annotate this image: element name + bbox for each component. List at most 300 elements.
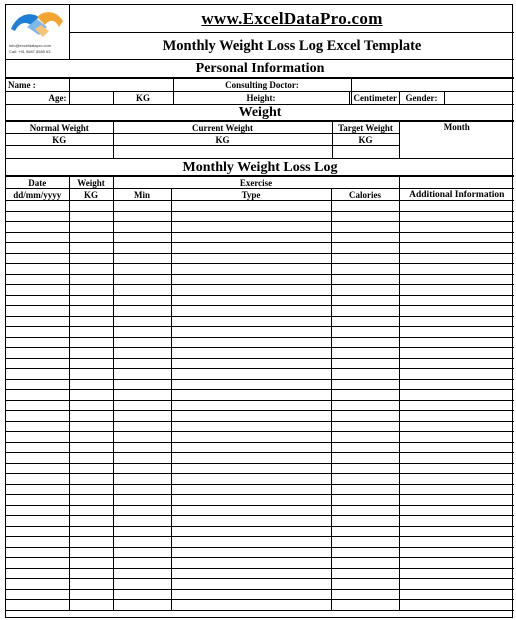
log-row bbox=[6, 222, 514, 233]
info-cell[interactable] bbox=[399, 243, 514, 254]
type-cell[interactable] bbox=[171, 442, 331, 453]
calories-cell[interactable] bbox=[331, 400, 399, 411]
log-row bbox=[6, 327, 514, 338]
min-cell[interactable] bbox=[113, 264, 171, 275]
info-cell[interactable] bbox=[399, 264, 514, 275]
weight-cell[interactable] bbox=[69, 390, 113, 401]
calories-cell[interactable] bbox=[331, 505, 399, 516]
log-heading: Monthly Weight Loss Log bbox=[6, 158, 514, 176]
weight-cell[interactable] bbox=[69, 264, 113, 275]
type-cell[interactable] bbox=[171, 274, 331, 285]
type-cell[interactable] bbox=[171, 295, 331, 306]
info-cell[interactable] bbox=[399, 558, 514, 569]
log-row bbox=[6, 558, 514, 569]
min-cell[interactable] bbox=[113, 474, 171, 485]
date-cell[interactable] bbox=[6, 201, 69, 212]
date-cell[interactable] bbox=[6, 537, 69, 548]
min-label: Min bbox=[113, 189, 171, 201]
date-cell[interactable] bbox=[6, 600, 69, 611]
log-row bbox=[6, 411, 514, 422]
min-cell[interactable] bbox=[113, 442, 171, 453]
date-cell[interactable] bbox=[6, 285, 69, 296]
info-cell[interactable] bbox=[399, 222, 514, 233]
weight-cell[interactable] bbox=[69, 316, 113, 327]
type-cell[interactable] bbox=[171, 211, 331, 222]
info-cell[interactable] bbox=[399, 306, 514, 317]
current-weight-unit: KG bbox=[113, 134, 332, 146]
min-cell[interactable] bbox=[113, 463, 171, 474]
personal-info-table bbox=[6, 78, 514, 105]
date-cell[interactable] bbox=[6, 358, 69, 369]
min-cell[interactable] bbox=[113, 568, 171, 579]
type-cell[interactable] bbox=[171, 379, 331, 390]
calories-cell[interactable] bbox=[331, 453, 399, 464]
min-cell[interactable] bbox=[113, 253, 171, 264]
type-cell[interactable] bbox=[171, 390, 331, 401]
min-cell[interactable] bbox=[113, 505, 171, 516]
calories-cell[interactable] bbox=[331, 390, 399, 401]
weight-cell[interactable] bbox=[69, 369, 113, 380]
min-cell[interactable] bbox=[113, 379, 171, 390]
min-cell[interactable] bbox=[113, 337, 171, 348]
date-cell[interactable] bbox=[6, 222, 69, 233]
calories-cell[interactable] bbox=[331, 547, 399, 558]
log-row bbox=[6, 547, 514, 558]
type-cell[interactable] bbox=[171, 369, 331, 380]
min-cell[interactable] bbox=[113, 453, 171, 464]
log-row bbox=[6, 526, 514, 537]
type-cell[interactable] bbox=[171, 558, 331, 569]
calories-cell[interactable] bbox=[331, 243, 399, 254]
type-cell[interactable] bbox=[171, 358, 331, 369]
name-label: Name : bbox=[6, 79, 69, 92]
type-cell[interactable] bbox=[171, 327, 331, 338]
info-cell[interactable] bbox=[399, 379, 514, 390]
height-label: Height: bbox=[173, 92, 349, 105]
info-cell[interactable] bbox=[399, 453, 514, 464]
type-cell[interactable] bbox=[171, 547, 331, 558]
weight-cell[interactable] bbox=[69, 568, 113, 579]
min-cell[interactable] bbox=[113, 358, 171, 369]
type-cell[interactable] bbox=[171, 411, 331, 422]
log-row bbox=[6, 600, 514, 611]
calories-cell[interactable] bbox=[331, 495, 399, 506]
info-cell[interactable] bbox=[399, 295, 514, 306]
type-cell[interactable] bbox=[171, 484, 331, 495]
weight-cell[interactable] bbox=[69, 453, 113, 464]
weight-cell[interactable] bbox=[69, 306, 113, 317]
date-cell[interactable] bbox=[6, 390, 69, 401]
min-cell[interactable] bbox=[113, 390, 171, 401]
weight-cell[interactable] bbox=[69, 274, 113, 285]
date-cell[interactable] bbox=[6, 348, 69, 359]
type-cell[interactable] bbox=[171, 348, 331, 359]
calories-cell[interactable] bbox=[331, 201, 399, 212]
info-cell[interactable] bbox=[399, 600, 514, 611]
min-cell[interactable] bbox=[113, 421, 171, 432]
normal-weight-input[interactable] bbox=[6, 146, 113, 159]
date-cell[interactable] bbox=[6, 337, 69, 348]
weight-cell[interactable] bbox=[69, 348, 113, 359]
date-cell[interactable] bbox=[6, 421, 69, 432]
target-weight-label: Target Weight bbox=[332, 122, 399, 134]
info-cell[interactable] bbox=[399, 232, 514, 243]
weight-cell[interactable] bbox=[69, 442, 113, 453]
info-cell[interactable] bbox=[399, 400, 514, 411]
weight-table bbox=[6, 121, 514, 159]
weight-heading: Weight bbox=[6, 104, 514, 121]
info-cell[interactable] bbox=[399, 411, 514, 422]
calories-cell[interactable] bbox=[331, 537, 399, 548]
calories-cell[interactable] bbox=[331, 211, 399, 222]
min-cell[interactable] bbox=[113, 232, 171, 243]
log-row bbox=[6, 495, 514, 506]
age-label: Age: bbox=[6, 92, 69, 105]
weight-unit-label: KG bbox=[69, 189, 113, 201]
weight-cell[interactable] bbox=[69, 600, 113, 611]
weight-cell[interactable] bbox=[69, 411, 113, 422]
type-cell[interactable] bbox=[171, 568, 331, 579]
log-table bbox=[6, 176, 514, 611]
calories-cell[interactable] bbox=[331, 442, 399, 453]
weight-cell[interactable] bbox=[69, 400, 113, 411]
info-cell[interactable] bbox=[399, 274, 514, 285]
log-row bbox=[6, 400, 514, 411]
min-cell[interactable] bbox=[113, 327, 171, 338]
info-cell[interactable] bbox=[399, 505, 514, 516]
log-row bbox=[6, 253, 514, 264]
date-cell[interactable] bbox=[6, 579, 69, 590]
date-cell[interactable] bbox=[6, 211, 69, 222]
info-cell[interactable] bbox=[399, 568, 514, 579]
height-unit: Centimeter bbox=[351, 92, 399, 105]
min-cell[interactable] bbox=[113, 222, 171, 233]
date-cell[interactable] bbox=[6, 327, 69, 338]
info-cell[interactable] bbox=[399, 579, 514, 590]
type-cell[interactable] bbox=[171, 474, 331, 485]
info-cell[interactable] bbox=[399, 358, 514, 369]
date-cell[interactable] bbox=[6, 411, 69, 422]
info-cell[interactable] bbox=[399, 484, 514, 495]
calories-cell[interactable] bbox=[331, 369, 399, 380]
date-cell[interactable] bbox=[6, 295, 69, 306]
additional-info-label: Additional Information bbox=[399, 189, 514, 201]
date-cell[interactable] bbox=[6, 253, 69, 264]
type-cell[interactable] bbox=[171, 421, 331, 432]
calories-cell[interactable] bbox=[331, 589, 399, 600]
calories-cell[interactable] bbox=[331, 327, 399, 338]
calories-cell[interactable] bbox=[331, 379, 399, 390]
type-cell[interactable] bbox=[171, 589, 331, 600]
target-weight-input[interactable] bbox=[332, 146, 399, 159]
calories-cell[interactable] bbox=[331, 558, 399, 569]
weight-cell[interactable] bbox=[69, 589, 113, 600]
date-cell[interactable] bbox=[6, 558, 69, 569]
date-cell[interactable] bbox=[6, 463, 69, 474]
weight-cell[interactable] bbox=[69, 232, 113, 243]
type-cell[interactable] bbox=[171, 201, 331, 212]
date-cell[interactable] bbox=[6, 568, 69, 579]
min-cell[interactable] bbox=[113, 400, 171, 411]
type-cell[interactable] bbox=[171, 337, 331, 348]
logo bbox=[6, 5, 70, 60]
min-cell[interactable] bbox=[113, 316, 171, 327]
log-row bbox=[6, 211, 514, 222]
calories-cell[interactable] bbox=[331, 253, 399, 264]
date-cell[interactable] bbox=[6, 379, 69, 390]
min-cell[interactable] bbox=[113, 201, 171, 212]
weight-cell[interactable] bbox=[69, 295, 113, 306]
min-cell[interactable] bbox=[113, 274, 171, 285]
weight-cell[interactable] bbox=[69, 463, 113, 474]
type-cell[interactable] bbox=[171, 505, 331, 516]
info-cell[interactable] bbox=[399, 537, 514, 548]
min-cell[interactable] bbox=[113, 285, 171, 296]
normal-weight-label: Normal Weight bbox=[6, 122, 113, 134]
type-cell[interactable] bbox=[171, 232, 331, 243]
type-label: Type bbox=[171, 189, 331, 201]
min-cell[interactable] bbox=[113, 306, 171, 317]
calories-cell[interactable] bbox=[331, 358, 399, 369]
info-cell[interactable] bbox=[399, 348, 514, 359]
age-input[interactable] bbox=[69, 92, 113, 105]
calories-cell[interactable] bbox=[331, 264, 399, 275]
calories-cell[interactable] bbox=[331, 295, 399, 306]
weight-cell[interactable] bbox=[69, 505, 113, 516]
date-cell[interactable] bbox=[6, 306, 69, 317]
info-cell[interactable] bbox=[399, 390, 514, 401]
month-label: Month bbox=[399, 122, 514, 159]
date-cell[interactable] bbox=[6, 264, 69, 275]
weight-cell[interactable] bbox=[69, 537, 113, 548]
weight-cell[interactable] bbox=[69, 201, 113, 212]
weight-cell[interactable] bbox=[69, 432, 113, 443]
calories-cell[interactable] bbox=[331, 600, 399, 611]
log-row bbox=[6, 285, 514, 296]
type-cell[interactable] bbox=[171, 537, 331, 548]
log-row bbox=[6, 589, 514, 600]
weight-cell[interactable] bbox=[69, 421, 113, 432]
weight-cell[interactable] bbox=[69, 579, 113, 590]
name-input[interactable] bbox=[69, 79, 173, 92]
calories-cell[interactable] bbox=[331, 316, 399, 327]
date-cell[interactable] bbox=[6, 369, 69, 380]
min-cell[interactable] bbox=[113, 589, 171, 600]
min-cell[interactable] bbox=[113, 526, 171, 537]
type-cell[interactable] bbox=[171, 243, 331, 254]
min-cell[interactable] bbox=[113, 411, 171, 422]
date-cell[interactable] bbox=[6, 232, 69, 243]
log-row bbox=[6, 474, 514, 485]
calories-cell[interactable] bbox=[331, 306, 399, 317]
calories-cell[interactable] bbox=[331, 348, 399, 359]
info-cell[interactable] bbox=[399, 285, 514, 296]
weight-label: Weight bbox=[69, 177, 113, 189]
info-cell[interactable] bbox=[399, 337, 514, 348]
type-cell[interactable] bbox=[171, 432, 331, 443]
weight-cell[interactable] bbox=[69, 547, 113, 558]
type-cell[interactable] bbox=[171, 306, 331, 317]
info-cell[interactable] bbox=[399, 253, 514, 264]
min-cell[interactable] bbox=[113, 558, 171, 569]
page-title: Monthly Weight Loss Log Excel Template bbox=[70, 33, 514, 60]
weight-cell[interactable] bbox=[69, 358, 113, 369]
date-cell[interactable] bbox=[6, 243, 69, 254]
current-weight-input[interactable] bbox=[113, 146, 332, 159]
info-cell[interactable] bbox=[399, 547, 514, 558]
normal-weight-unit: KG bbox=[6, 134, 113, 146]
date-cell[interactable] bbox=[6, 505, 69, 516]
type-cell[interactable] bbox=[171, 253, 331, 264]
type-cell[interactable] bbox=[171, 579, 331, 590]
calories-cell[interactable] bbox=[331, 222, 399, 233]
weight-cell[interactable] bbox=[69, 558, 113, 569]
info-cell[interactable] bbox=[399, 327, 514, 338]
min-cell[interactable] bbox=[113, 495, 171, 506]
calories-cell[interactable] bbox=[331, 421, 399, 432]
calories-cell[interactable] bbox=[331, 232, 399, 243]
info-cell[interactable] bbox=[399, 421, 514, 432]
calories-cell[interactable] bbox=[331, 285, 399, 296]
date-cell[interactable] bbox=[6, 400, 69, 411]
log-row bbox=[6, 369, 514, 380]
log-row bbox=[6, 421, 514, 432]
type-cell[interactable] bbox=[171, 316, 331, 327]
type-cell[interactable] bbox=[171, 222, 331, 233]
info-cell[interactable] bbox=[399, 201, 514, 212]
date-cell[interactable] bbox=[6, 442, 69, 453]
date-label: Date bbox=[6, 177, 69, 189]
date-cell[interactable] bbox=[6, 316, 69, 327]
min-cell[interactable] bbox=[113, 516, 171, 527]
weight-cell[interactable] bbox=[69, 253, 113, 264]
log-row bbox=[6, 505, 514, 516]
weight-cell[interactable] bbox=[69, 327, 113, 338]
min-cell[interactable] bbox=[113, 579, 171, 590]
date-cell[interactable] bbox=[6, 432, 69, 443]
log-row bbox=[6, 579, 514, 590]
gender-input[interactable] bbox=[444, 92, 514, 105]
info-blank-cell bbox=[399, 177, 514, 189]
type-cell[interactable] bbox=[171, 495, 331, 506]
personal-info-heading: Personal Information bbox=[6, 60, 514, 78]
type-cell[interactable] bbox=[171, 516, 331, 527]
min-cell[interactable] bbox=[113, 348, 171, 359]
info-cell[interactable] bbox=[399, 432, 514, 443]
weight-cell[interactable] bbox=[69, 526, 113, 537]
calories-cell[interactable] bbox=[331, 568, 399, 579]
calories-cell[interactable] bbox=[331, 274, 399, 285]
log-row bbox=[6, 295, 514, 306]
info-cell[interactable] bbox=[399, 474, 514, 485]
date-cell[interactable] bbox=[6, 526, 69, 537]
log-row bbox=[6, 348, 514, 359]
calories-cell[interactable] bbox=[331, 463, 399, 474]
weight-cell[interactable] bbox=[69, 243, 113, 254]
log-row bbox=[6, 516, 514, 527]
log-row bbox=[6, 484, 514, 495]
type-cell[interactable] bbox=[171, 285, 331, 296]
consulting-doctor-input[interactable] bbox=[351, 79, 514, 92]
date-cell[interactable] bbox=[6, 484, 69, 495]
log-row bbox=[6, 274, 514, 285]
date-cell[interactable] bbox=[6, 274, 69, 285]
date-cell[interactable] bbox=[6, 589, 69, 600]
min-cell[interactable] bbox=[113, 432, 171, 443]
calories-cell[interactable] bbox=[331, 579, 399, 590]
info-cell[interactable] bbox=[399, 463, 514, 474]
site-link[interactable]: www.ExcelDataPro.com bbox=[70, 5, 514, 33]
calories-cell[interactable] bbox=[331, 337, 399, 348]
weight-cell[interactable] bbox=[69, 337, 113, 348]
info-cell[interactable] bbox=[399, 495, 514, 506]
min-cell[interactable] bbox=[113, 243, 171, 254]
calories-cell[interactable] bbox=[331, 516, 399, 527]
type-cell[interactable] bbox=[171, 453, 331, 464]
min-cell[interactable] bbox=[113, 484, 171, 495]
date-cell[interactable] bbox=[6, 547, 69, 558]
info-cell[interactable] bbox=[399, 442, 514, 453]
info-cell[interactable] bbox=[399, 211, 514, 222]
min-cell[interactable] bbox=[113, 600, 171, 611]
calories-label: Calories bbox=[331, 189, 399, 201]
type-cell[interactable] bbox=[171, 526, 331, 537]
weight-cell[interactable] bbox=[69, 484, 113, 495]
min-cell[interactable] bbox=[113, 369, 171, 380]
date-cell[interactable] bbox=[6, 453, 69, 464]
min-cell[interactable] bbox=[113, 295, 171, 306]
calories-cell[interactable] bbox=[331, 474, 399, 485]
min-cell[interactable] bbox=[113, 547, 171, 558]
gender-label: Gender: bbox=[399, 92, 444, 105]
weight-cell[interactable] bbox=[69, 285, 113, 296]
weight-cell[interactable] bbox=[69, 222, 113, 233]
weight-log-sheet bbox=[5, 4, 513, 618]
calories-cell[interactable] bbox=[331, 411, 399, 422]
info-cell[interactable] bbox=[399, 516, 514, 527]
info-cell[interactable] bbox=[399, 589, 514, 600]
weight-cell[interactable] bbox=[69, 495, 113, 506]
log-row bbox=[6, 568, 514, 579]
date-cell[interactable] bbox=[6, 516, 69, 527]
log-row bbox=[6, 453, 514, 464]
type-cell[interactable] bbox=[171, 463, 331, 474]
min-cell[interactable] bbox=[113, 211, 171, 222]
weight-cell[interactable] bbox=[69, 211, 113, 222]
log-row bbox=[6, 264, 514, 275]
calories-cell[interactable] bbox=[331, 526, 399, 537]
calories-cell[interactable] bbox=[331, 432, 399, 443]
consulting-doctor-label: Consulting Doctor: bbox=[173, 79, 351, 92]
info-cell[interactable] bbox=[399, 369, 514, 380]
date-cell[interactable] bbox=[6, 495, 69, 506]
weight-cell[interactable] bbox=[69, 474, 113, 485]
weight-cell[interactable] bbox=[69, 379, 113, 390]
info-cell[interactable] bbox=[399, 526, 514, 537]
log-row bbox=[6, 442, 514, 453]
log-row bbox=[6, 379, 514, 390]
type-cell[interactable] bbox=[171, 264, 331, 275]
calories-cell[interactable] bbox=[331, 484, 399, 495]
info-cell[interactable] bbox=[399, 316, 514, 327]
min-cell[interactable] bbox=[113, 537, 171, 548]
log-row bbox=[6, 337, 514, 348]
type-cell[interactable] bbox=[171, 400, 331, 411]
date-cell[interactable] bbox=[6, 474, 69, 485]
weight-cell[interactable] bbox=[69, 516, 113, 527]
log-row bbox=[6, 390, 514, 401]
type-cell[interactable] bbox=[171, 600, 331, 611]
